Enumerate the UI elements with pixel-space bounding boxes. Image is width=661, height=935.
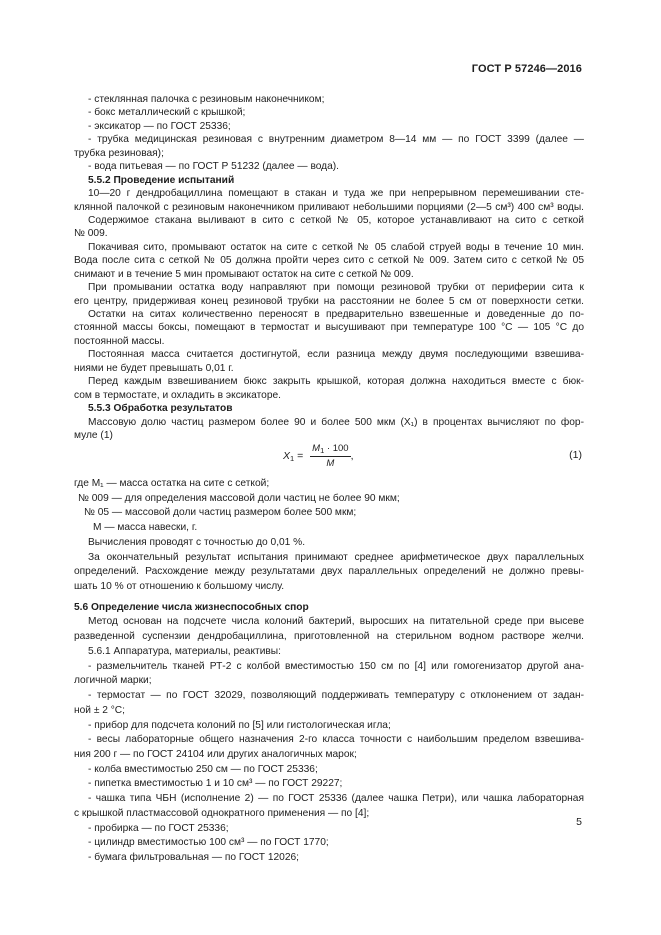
- text-line: муле (1): [74, 430, 113, 441]
- text-line: Остатки на ситах количественно переносят в предварительно взвешенные и доведенные до по-: [88, 309, 584, 320]
- text-line: разведенной суспензии дендробациллина, приготовленной на стерильном водном растворе желчи.: [74, 631, 584, 642]
- page-number: 5: [576, 816, 582, 828]
- text-line: - бокс металлический с крышкой;: [88, 107, 246, 118]
- text-line: где M₁ — масса остатка на сите с сеткой;: [74, 478, 270, 489]
- text-line: - пипетка вместимостью 1 и 10 см³ — по ГОСТ 29227;: [88, 778, 343, 789]
- text-line: 10—20 г дендробациллина помещают в стакан и туда же при непрерывном перемешивании сте-: [88, 188, 584, 199]
- text-line: его центру, придерживая конец резиновой трубки на расстоянии не более 5 см от поверхности сетки.: [74, 296, 584, 307]
- text-line: - стеклянная палочка с резиновым наконечником;: [88, 94, 325, 105]
- text-line: Перед каждым взвешиванием бюкс закрыть крышкой, которая должна находиться вместе с бюк-: [88, 376, 584, 387]
- text-line: - эксикатор — по ГОСТ 25336;: [88, 121, 231, 132]
- text-line: № 009 — для определения массовой доли частиц не более 90 мкм;: [78, 493, 400, 504]
- text-line: № 05 — массовой доли частиц размером более 500 мкм;: [84, 507, 357, 518]
- text-line: с крышкой пластмассовой однократного применения — по [4];: [74, 808, 370, 819]
- formula-1: $X_1$ = $\frac{M_1 \cdot 100}{M}$ ,: [283, 443, 354, 469]
- text-line: 5.6.1 Аппаратура, материалы, реактивы:: [88, 646, 281, 657]
- text-line: - бумага фильтровальная — по ГОСТ 12026;: [88, 852, 299, 863]
- text-line: ной ± 2 °С;: [74, 705, 125, 716]
- text-line: При промывании остатка воду направляют при помощи резиновой трубки от периферии сита к: [88, 282, 584, 293]
- text-line: M — масса навески, г.: [93, 522, 198, 533]
- text-line: - пробирка — по ГОСТ 25336;: [88, 823, 229, 834]
- text-line: Постоянная масса считается достигнутой, если разница между двумя последующими взвешива-: [88, 349, 584, 360]
- text-line: Вычисления проводят с точностью до 0,01 %.: [88, 537, 306, 548]
- text-line: - размельчитель тканей РТ-2 с колбой вместимостью 150 см по [4] или гомогенизатор другой ана-: [88, 661, 584, 672]
- text-line: клянной палочкой с резиновым наконечником приливают небольшими порциями (2—5 см³) 400 см³ воды.: [74, 202, 584, 213]
- text-line: За окончательный результат испытания принимают среднее арифметическое двух параллельных: [88, 552, 584, 563]
- text-line: - вода питьевая — по ГОСТ Р 51232 (далее — вода).: [88, 161, 340, 172]
- text-line: постоянной массы.: [74, 336, 165, 347]
- text-line: - прибор для подсчета колоний по [5] или гистологическая игла;: [88, 720, 391, 731]
- text-line: № 009.: [74, 228, 108, 239]
- text-line: - трубка медицинская резиновая с внутренним диаметром 8—14 мм — по ГОСТ 3399 (далее —: [88, 134, 584, 145]
- text-line: трубка резиновая);: [74, 148, 164, 159]
- text-line: ниями не будет превышать 0,01 г.: [74, 363, 234, 374]
- text-line: Содержимое стакана выливают в сито с сеткой № 05, которое устанавливают на сито с сеткой: [88, 215, 584, 226]
- document-header: ГОСТ Р 57246—2016: [471, 63, 582, 75]
- text-line: снимают и в течение 5 мин промывают остаток на сите с сеткой № 009.: [74, 269, 414, 280]
- text-line: - весы лабораторные общего назначения 2-го класса точности с наибольшим пределом взвешива-: [88, 734, 584, 745]
- text-line: сом в термостате, и охладить в эксикаторе.: [74, 390, 281, 401]
- text-line: - цилиндр вместимостью 100 см³ — по ГОСТ 1770;: [88, 837, 329, 848]
- text-line: Вода после сита с сеткой № 05 должна пройти через сито с сеткой № 009. Затем сито с сеткой № 05: [74, 255, 584, 266]
- section-heading: 5.5.2 Проведение испытаний: [88, 175, 235, 186]
- text-line: Метод основан на подсчете числа колоний бактерий, выросших на питательной среде при высеве: [88, 616, 584, 627]
- section-heading: 5.6 Определение числа жизнеспособных спор: [74, 602, 309, 613]
- text-line: - термостат — по ГОСТ 32029, позволяющий поддерживать температуру с отклонением от задан-: [88, 690, 584, 701]
- text-line: определений. Расхождение между результатами двух параллельных определений не должно превы-: [74, 566, 584, 577]
- equation-number: (1): [569, 449, 582, 461]
- section-heading: 5.5.3 Обработка результатов: [88, 403, 233, 414]
- text-line: Покачивая сито, промывают остаток на сите с сеткой № 05 слабой струей воды в течение 10 мин.: [88, 242, 584, 253]
- text-line: Массовую долю частиц размером более 90 и более 500 мкм (X₁) в процентах вычисляют по фор-: [88, 417, 584, 428]
- text-line: стоянной массы боксы, помещают в термостат и высушивают при температуре 100 °С — 105 °С до: [74, 322, 584, 333]
- text-line: - колба вместимостью 250 см — по ГОСТ 25336;: [88, 764, 318, 775]
- text-line: логичной марки;: [74, 675, 152, 686]
- text-line: - чашка типа ЧБН (исполнение 2) — по ГОСТ 25336 (далее чашка Петри), или чашка лабораторная: [88, 793, 584, 804]
- text-line: ния 200 г — по ГОСТ 24104 или других аналогичных марок;: [74, 749, 357, 760]
- text-line: шать 10 % от отношению к большому числу.: [74, 581, 285, 592]
